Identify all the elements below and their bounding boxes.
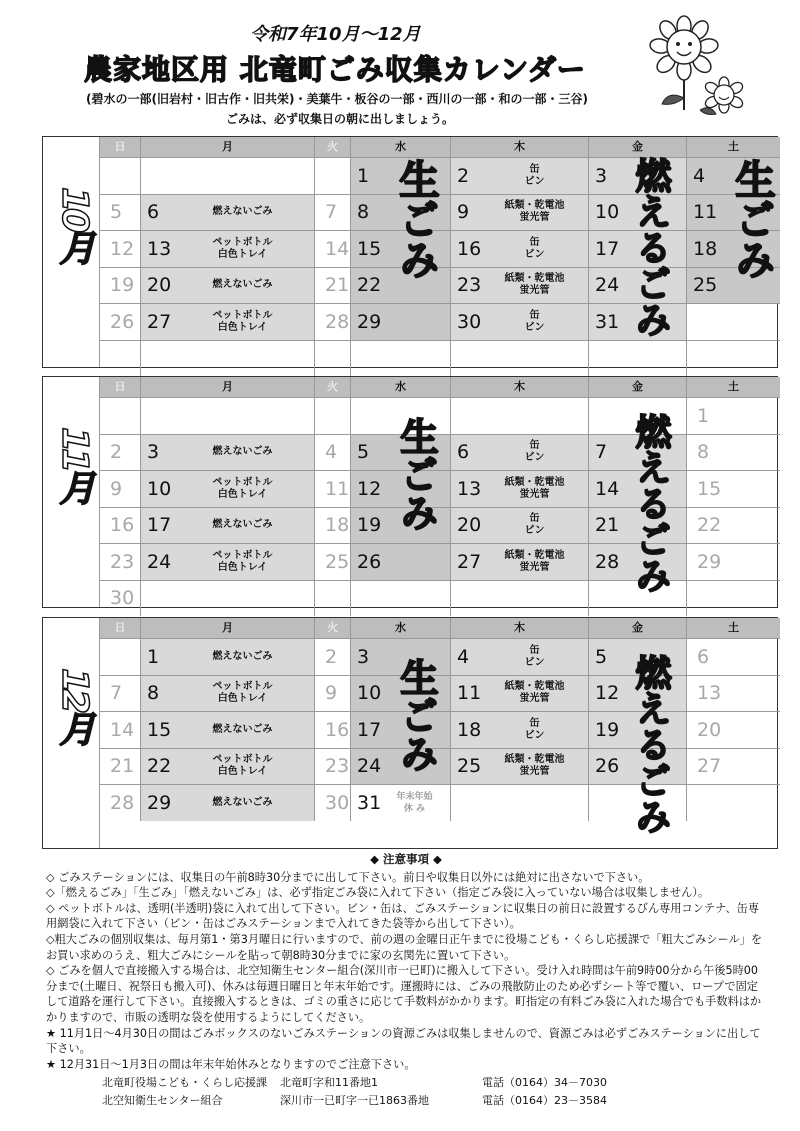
day-cell: [140, 304, 314, 340]
collection-label: 缶 ビン: [524, 440, 545, 464]
burnable-garbage-label: 燃えるごみ: [630, 654, 671, 834]
day-number: 26: [110, 310, 135, 333]
day-cell: [686, 435, 780, 471]
weekday-label: 土: [686, 377, 780, 397]
day-cell: [140, 676, 314, 712]
day-cell: [686, 749, 780, 785]
day-number: 16: [110, 514, 135, 537]
yearend-label: 年末年始 休 み: [396, 791, 433, 814]
day-number: 30: [325, 791, 350, 814]
day-cell: [450, 158, 588, 194]
week-row: [100, 267, 780, 304]
day-number: 8: [357, 201, 370, 224]
collection-label: 紙類・乾電池 蛍光管: [504, 754, 565, 778]
day-number: 3: [147, 441, 160, 464]
day-number: 15: [697, 477, 722, 500]
day-number: 3: [595, 164, 608, 187]
day-cell: [314, 398, 350, 434]
day-number: 24: [595, 274, 620, 297]
day-cell: [140, 712, 314, 748]
day-number: 14: [325, 237, 350, 260]
day-cell: [450, 785, 588, 821]
contact-address: 深川市一已町字一已1863番地: [280, 1094, 429, 1107]
collection-label: 燃えないごみ: [212, 206, 273, 218]
weekday-label: 水: [350, 377, 450, 397]
day-cell: [686, 676, 780, 712]
week-row: [100, 711, 780, 748]
day-cell: [686, 471, 780, 507]
day-cell: [686, 341, 780, 377]
day-cell: [314, 304, 350, 340]
collection-label: 紙類・乾電池 蛍光管: [504, 273, 565, 297]
day-cell: [450, 341, 588, 377]
day-cell: [314, 231, 350, 267]
day-cell: [450, 749, 588, 785]
raw-garbage-label: 生ごみ: [394, 658, 438, 772]
day-number: 27: [697, 755, 722, 778]
collection-label: ペットボトル 白色トレイ: [212, 476, 273, 500]
day-cell: [350, 304, 450, 340]
day-number: 30: [110, 587, 135, 610]
week-row: [100, 397, 780, 434]
day-number: 2: [325, 645, 338, 668]
day-number: 4: [693, 164, 706, 187]
day-number: 1: [357, 164, 370, 187]
day-cell: [100, 712, 140, 748]
day-number: 17: [595, 237, 620, 260]
day-cell: [686, 712, 780, 748]
day-number: 21: [595, 514, 620, 537]
day-cell: [140, 508, 314, 544]
day-cell: [140, 398, 314, 434]
collection-label: 缶 ビン: [524, 163, 545, 187]
day-cell: [350, 581, 450, 617]
day-cell: [100, 471, 140, 507]
day-cell: [314, 676, 350, 712]
week-row: [100, 638, 780, 675]
day-number: 12: [357, 477, 382, 500]
day-cell: [100, 304, 140, 340]
day-number: 5: [110, 201, 123, 224]
weekday-label: 木: [450, 137, 588, 157]
day-number: 17: [357, 718, 382, 741]
weekday-label: 日: [114, 621, 126, 634]
day-cell: [450, 398, 588, 434]
day-cell: [314, 581, 350, 617]
collection-label: 紙類・乾電池 蛍光管: [504, 200, 565, 224]
month-calendar: [42, 136, 778, 368]
contact-address: 北竜町字和11番地1: [280, 1076, 378, 1089]
day-number: 15: [357, 237, 382, 260]
week-row: [100, 543, 780, 580]
weekday-label: 水: [350, 618, 450, 638]
day-number: 14: [595, 477, 620, 500]
month-calendar: [42, 376, 778, 608]
day-cell: [450, 544, 588, 580]
day-number: 21: [325, 274, 350, 297]
day-number: 22: [147, 755, 172, 778]
day-number: 30: [457, 310, 482, 333]
day-cell: [314, 435, 350, 471]
day-number: 1: [697, 404, 710, 427]
day-number: 26: [595, 755, 620, 778]
day-cell: [100, 398, 140, 434]
day-number: 6: [697, 645, 710, 668]
day-number: 23: [110, 550, 135, 573]
collection-label: 燃えないごみ: [212, 796, 273, 808]
collection-label: 紙類・乾電池 蛍光管: [504, 681, 565, 705]
day-cell: [450, 304, 588, 340]
day-number: 7: [110, 682, 123, 705]
day-number: 2: [457, 164, 470, 187]
day-number: 17: [147, 514, 172, 537]
day-number: 20: [147, 274, 172, 297]
day-cell: [350, 544, 450, 580]
contact-phone: 電話（0164）34－7030: [482, 1076, 607, 1089]
day-cell: [450, 435, 588, 471]
week-row: [100, 303, 780, 340]
month-calendar: [42, 617, 778, 849]
contact-phone: 電話（0164）23－3584: [482, 1094, 607, 1107]
day-number: 24: [357, 755, 382, 778]
weekday-label: 月: [140, 618, 314, 638]
day-number: 16: [457, 237, 482, 260]
notes-item: ◇ ごみを個人で直接搬入する場合は、北空知衛生センター組合(深川市一已町)に搬入して下さい。受け入れ時間は午前9時00分から午後5時00分まで(土曜日、祝祭日も搬入可)、休みは毎週日曜日と年末年始です。運搬時には、ごみの飛散防止のため必ずシート等で覆い、ロープで固定して道路を運行して下さい。直接搬入するときは、ゴミの重さに応じて手数料がかかります。町指定の有料ごみ袋に入れた場合でも手数料はかかりますので、市販の透明な袋を使用するようにしてください。: [46, 964, 762, 1024]
collection-label: 燃えないごみ: [212, 279, 273, 291]
day-number: 9: [110, 477, 123, 500]
day-cell: [100, 581, 140, 617]
weekday-label: 土: [686, 137, 780, 157]
day-number: 4: [457, 645, 470, 668]
day-number: 15: [147, 718, 172, 741]
weekday-label: 日: [114, 140, 126, 153]
month-label-text: 11月: [54, 427, 95, 502]
header-note: ごみは、必ず収集日の朝に出しましょう。: [226, 112, 455, 126]
week-row: [100, 157, 780, 194]
day-number: 6: [147, 201, 160, 224]
day-cell: [450, 471, 588, 507]
week-row: [100, 784, 780, 821]
day-number: 19: [357, 514, 382, 537]
week-row: [100, 340, 780, 377]
day-number: 24: [147, 550, 172, 573]
weekday-label: 月: [140, 377, 314, 397]
notes-section: [46, 852, 766, 1072]
day-number: 12: [595, 682, 620, 705]
collection-label: 紙類・乾電池 蛍光管: [504, 549, 565, 573]
burnable-garbage-label: 燃えるごみ: [630, 413, 671, 593]
day-cell: [450, 508, 588, 544]
collection-label: 缶 ビン: [524, 717, 545, 741]
notes-title: ◆ 注意事項 ◆: [370, 852, 442, 866]
day-number: 3: [357, 645, 370, 668]
day-number: 9: [457, 201, 470, 224]
day-number: 4: [325, 441, 338, 464]
day-cell: [100, 158, 140, 194]
contact-row: [102, 1074, 632, 1092]
day-cell: [314, 471, 350, 507]
weekday-label: 金: [588, 137, 686, 157]
day-number: 2: [110, 441, 123, 464]
day-cell: [450, 712, 588, 748]
month-label: [43, 377, 99, 607]
week-row: [100, 470, 780, 507]
month-label: [43, 618, 99, 848]
weekday-label: 火: [314, 377, 350, 397]
day-cell: [100, 268, 140, 304]
area-subtitle: (碧水の一部(旧岩村・旧古作・旧共栄)・美葉牛・板谷の一部・西川の一部・和の一部・三谷): [86, 92, 588, 106]
week-row: [100, 748, 780, 785]
collection-label: ペットボトル 白色トレイ: [212, 681, 273, 705]
day-cell: [100, 195, 140, 231]
day-number: 27: [147, 310, 172, 333]
day-cell: [100, 341, 140, 377]
day-number: 31: [357, 791, 382, 814]
collection-label: ペットボトル 白色トレイ: [212, 754, 273, 778]
day-number: 31: [595, 310, 620, 333]
notes-item: ◇「燃えるごみ」「生ごみ」「燃えないごみ」は、必ず指定ごみ袋に入れて下さい（指定ごみ袋に入っていない場合は収集しません）。: [46, 886, 710, 900]
day-number: 28: [325, 310, 350, 333]
day-number: 25: [457, 755, 482, 778]
day-cell: [100, 749, 140, 785]
day-number: 28: [595, 550, 620, 573]
raw-garbage-label: 生ごみ: [729, 159, 775, 279]
burnable-garbage-label: 燃えるごみ: [630, 157, 671, 337]
week-row: [100, 434, 780, 471]
day-number: 13: [457, 477, 482, 500]
week-row: [100, 580, 780, 617]
weekday-label: 火: [314, 137, 350, 157]
day-cell: [100, 544, 140, 580]
day-cell: [140, 544, 314, 580]
collection-label: 燃えないごみ: [212, 519, 273, 531]
day-number: 13: [147, 237, 172, 260]
day-number: 7: [325, 201, 338, 224]
weekday-label: 木: [450, 377, 588, 397]
day-cell: [140, 231, 314, 267]
day-number: 8: [697, 441, 710, 464]
day-number: 29: [147, 791, 172, 814]
weekday-label: 月: [140, 137, 314, 157]
day-cell: [314, 785, 350, 821]
day-cell: [314, 544, 350, 580]
day-cell: [686, 785, 780, 821]
day-cell: [314, 341, 350, 377]
day-cell: [314, 158, 350, 194]
day-number: 10: [147, 477, 172, 500]
notes-item: ★ 11月1日～4月30日の間はごみボックスのないごみステーションの資源ごみは収集しませんので、資源ごみは必ずごみステーションに出して下さい。: [46, 1026, 761, 1056]
day-cell: [350, 785, 450, 821]
day-cell: [100, 231, 140, 267]
weekday-label: 木: [450, 618, 588, 638]
collection-label: ペットボトル 白色トレイ: [212, 236, 273, 260]
collection-label: 缶 ビン: [524, 236, 545, 260]
day-cell: [314, 712, 350, 748]
day-number: 28: [110, 791, 135, 814]
day-cell: [140, 435, 314, 471]
day-number: 25: [325, 550, 350, 573]
day-number: 18: [457, 718, 482, 741]
collection-label: 燃えないごみ: [212, 650, 273, 662]
day-number: 10: [595, 201, 620, 224]
contact-list: [102, 1074, 632, 1110]
notes-item: ★ 12月31日～1月3日の間は年末年始休みとなりますのでご注意下さい。: [46, 1057, 416, 1071]
day-number: 9: [325, 682, 338, 705]
day-cell: [588, 341, 686, 377]
collection-label: ペットボトル 白色トレイ: [212, 309, 273, 333]
day-cell: [350, 341, 450, 377]
month-label-text: 10月: [54, 187, 95, 262]
day-number: 18: [693, 237, 718, 260]
day-number: 29: [357, 310, 382, 333]
day-number: 25: [693, 274, 718, 297]
contact-org: 北空知衛生センター組合: [102, 1094, 223, 1107]
day-number: 6: [457, 441, 470, 464]
day-number: 18: [325, 514, 350, 537]
day-cell: [686, 398, 780, 434]
week-row: [100, 507, 780, 544]
weekday-label: 水: [350, 137, 450, 157]
notes-item: ◇ ごみステーションには、収集日の午前8時30分までに出して下さい。前日や収集日以外には絶対に出さないで下さい。: [46, 870, 650, 884]
day-number: 5: [357, 441, 370, 464]
header: [0, 0, 800, 130]
collection-label: 燃えないごみ: [212, 446, 273, 458]
week-row: [100, 675, 780, 712]
day-cell: [100, 508, 140, 544]
contact-org: 北竜町役場こども・くらし応援課: [102, 1076, 267, 1089]
weekday-label: 日: [114, 380, 126, 393]
page-title: 農家地区用 北竜町ごみ収集カレンダー: [84, 53, 586, 86]
weekday-label: 金: [588, 377, 686, 397]
day-cell: [314, 639, 350, 675]
weekday-header: [100, 618, 780, 638]
raw-garbage-label: 生ごみ: [394, 417, 438, 531]
day-cell: [140, 341, 314, 377]
day-cell: [140, 749, 314, 785]
collection-label: 紙類・乾電池 蛍光管: [504, 476, 565, 500]
day-cell: [314, 195, 350, 231]
day-cell: [450, 231, 588, 267]
day-number: 23: [325, 755, 350, 778]
day-cell: [140, 785, 314, 821]
day-number: 16: [325, 718, 350, 741]
collection-label: 缶 ビン: [524, 644, 545, 668]
day-cell: [686, 304, 780, 340]
raw-garbage-label: 生ごみ: [393, 159, 439, 279]
day-cell: [450, 581, 588, 617]
day-number: 14: [110, 718, 135, 741]
day-number: 5: [595, 645, 608, 668]
day-number: 20: [457, 514, 482, 537]
day-number: 11: [325, 477, 350, 500]
day-cell: [686, 544, 780, 580]
notes-item: ◇ ペットボトルは、透明(半透明)袋に入れて出して下さい。ビン・缶は、ごみステーションに収集日の前日に設置するびん専用コンテナ、缶専用網袋に入れて下さい（ビン・缶はごみステーションまで入れてきた袋等から出して下さい）。: [46, 901, 760, 931]
weekday-label: 土: [686, 618, 780, 638]
day-number: 20: [697, 718, 722, 741]
week-row: [100, 230, 780, 267]
collection-label: 缶 ビン: [524, 513, 545, 537]
day-number: 23: [457, 274, 482, 297]
collection-label: ペットボトル 白色トレイ: [212, 549, 273, 573]
weekday-header: [100, 137, 780, 157]
day-cell: [100, 639, 140, 675]
day-cell: [686, 639, 780, 675]
day-number: 11: [693, 201, 718, 224]
period-title: 令和7年10月～12月: [250, 24, 421, 45]
day-cell: [686, 508, 780, 544]
day-cell: [140, 471, 314, 507]
notes-item: ◇粗大ごみの個別収集は、毎月第1・第3月曜日に行いますので、前の週の金曜日正午までに役場こども・くらし応援課で「粗大ごみシール」をお買い求めのうえ、粗大ごみにシールを貼って朝8時30分までに家の玄関先に置いて下さい。: [46, 932, 763, 962]
day-cell: [314, 749, 350, 785]
day-number: 19: [110, 274, 135, 297]
day-cell: [450, 676, 588, 712]
day-number: 7: [595, 441, 608, 464]
weekday-header: [100, 377, 780, 397]
contact-row: [102, 1092, 632, 1110]
day-cell: [140, 158, 314, 194]
day-number: 12: [110, 237, 135, 260]
collection-label: 燃えないごみ: [212, 723, 273, 735]
day-cell: [100, 676, 140, 712]
weekday-label: 火: [314, 618, 350, 638]
week-row: [100, 194, 780, 231]
day-number: 8: [147, 682, 160, 705]
day-cell: [450, 195, 588, 231]
day-number: 19: [595, 718, 620, 741]
day-number: 26: [357, 550, 382, 573]
month-label-text: 12月: [54, 668, 95, 743]
day-number: 10: [357, 682, 382, 705]
day-cell: [140, 268, 314, 304]
day-number: 22: [697, 514, 722, 537]
day-number: 22: [357, 274, 382, 297]
day-cell: [140, 639, 314, 675]
day-number: 13: [697, 682, 722, 705]
day-cell: [140, 581, 314, 617]
day-number: 27: [457, 550, 482, 573]
day-number: 21: [110, 755, 135, 778]
sunflower-mascot-icon: [640, 14, 760, 124]
day-cell: [100, 435, 140, 471]
month-label: [43, 137, 99, 367]
day-cell: [314, 508, 350, 544]
day-cell: [450, 639, 588, 675]
day-cell: [100, 785, 140, 821]
day-cell: [314, 268, 350, 304]
collection-label: 缶 ビン: [524, 309, 545, 333]
day-number: 11: [457, 682, 482, 705]
day-number: 29: [697, 550, 722, 573]
day-cell: [686, 581, 780, 617]
day-number: 1: [147, 645, 160, 668]
day-cell: [140, 195, 314, 231]
day-cell: [450, 268, 588, 304]
weekday-label: 金: [588, 618, 686, 638]
